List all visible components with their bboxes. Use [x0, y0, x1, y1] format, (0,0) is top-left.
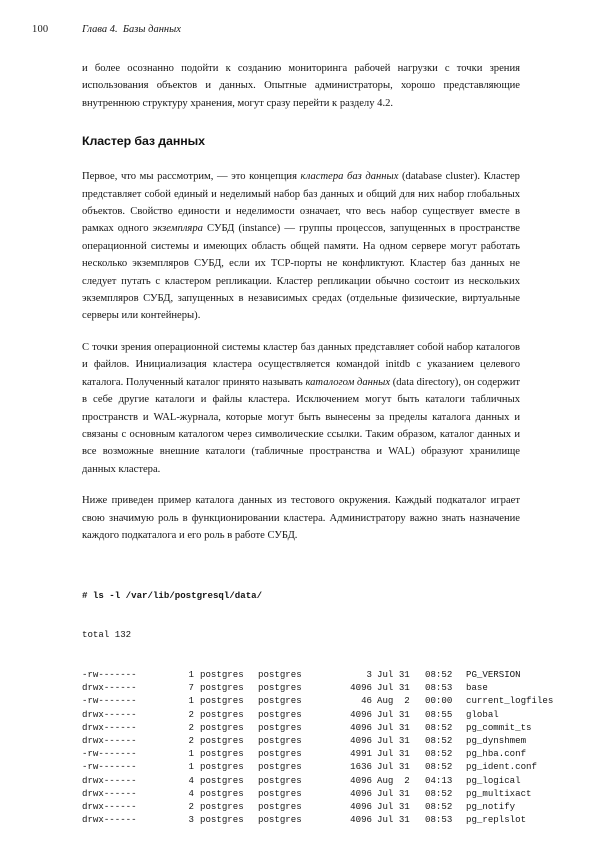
- listing-row: [82, 708, 520, 721]
- listing-group: postgres: [258, 734, 302, 746]
- listing-permissions: drwx------: [82, 734, 137, 746]
- listing-link-count: 3: [188, 814, 194, 826]
- listing-owner: postgres: [200, 801, 244, 812]
- listing-group: postgres: [258, 814, 302, 826]
- p1-part-c: СУБД (instance) — группы процессов, запущенных в пространстве операционной системы и имеющих область общей памяти. На одном сервере могут работать несколько экземпляров СУБД, если их TCP-порты не конфликтуют. Кластер баз данных не следует путать с кластером репликации. Кластер репликации обычно состоит из нескольких экземпляров СУБД, запущенных в независимых средах (отдельные физические, виртуальные серверы или контейнеры).: [82, 223, 521, 322]
- listing-group: postgres: [258, 801, 302, 812]
- listing-row: [82, 694, 554, 707]
- listing-date: Jul 31: [377, 801, 410, 812]
- listing-size: 46: [361, 695, 372, 707]
- listing-link-count: 1: [188, 695, 194, 707]
- listing-filename: pg_logical: [466, 774, 521, 786]
- listing-group: postgres: [258, 774, 302, 786]
- listing-size: 4096: [350, 787, 372, 799]
- listing-date: Jul 31: [377, 682, 410, 694]
- listing-size: 4096: [350, 708, 372, 720]
- listing-permissions: -rw-------: [82, 761, 137, 773]
- listing-owner: postgres: [200, 748, 244, 760]
- listing-link-count: 4: [188, 774, 194, 786]
- listing-date: Jul 31: [377, 734, 410, 746]
- listing-filename: PG_VERSION: [466, 668, 521, 680]
- listing-link-count: 1: [188, 748, 194, 760]
- listing-time: 08:52: [425, 748, 453, 760]
- listing-row: [82, 747, 527, 760]
- listing-owner: postgres: [200, 721, 244, 733]
- listing-group: postgres: [258, 748, 302, 760]
- listing-filename: pg_ident.conf: [466, 761, 537, 773]
- p1-emphasis-cluster: кластера баз данных: [300, 171, 399, 183]
- listing-time: 08:53: [425, 814, 453, 826]
- listing-row: [82, 813, 527, 826]
- listing-date: Jul 31: [377, 814, 410, 826]
- page-number: 100: [32, 24, 49, 35]
- listing-owner: postgres: [200, 774, 244, 786]
- listing-link-count: 2: [188, 801, 194, 812]
- p1-emphasis-instance: экземпляра: [152, 223, 203, 235]
- listing-owner: postgres: [200, 761, 244, 773]
- listing-size: 4096: [350, 814, 372, 826]
- listing-size: 4096: [350, 721, 372, 733]
- listing-owner: postgres: [200, 695, 244, 707]
- listing-link-count: 1: [188, 761, 194, 773]
- p2-part-a: С точки зрения операционной системы кластер баз данных представляет собой набор каталогов и файлов. Инициализация кластера осуществляется командой initdb с указанием целевого каталога. Полученный каталог принято называть: [82, 341, 520, 388]
- paragraph-cluster-definition: [82, 168, 520, 325]
- listing-link-count: 2: [188, 721, 194, 733]
- p2-emphasis-data-directory: каталогом данных: [305, 376, 391, 388]
- listing-group: postgres: [258, 787, 302, 799]
- listing-group: postgres: [258, 761, 302, 773]
- p1-part-b: (database cluster). Кластер представляет собой единый и неделимый набор баз данных и общий для них набор глобальных объектов. Свойство единости и неделимости означает, что весь набор существует вместе в рамках одного: [82, 171, 520, 235]
- listing-permissions: -rw-------: [82, 695, 137, 707]
- text-column: [82, 60, 554, 853]
- listing-group: postgres: [258, 695, 302, 707]
- listing-row: [82, 681, 520, 694]
- running-head: [0, 24, 600, 40]
- listing-total: total 132: [82, 629, 132, 641]
- listing-permissions: drwx------: [82, 801, 137, 812]
- listing-rows: [82, 668, 554, 826]
- listing-permissions: drwx------: [82, 708, 137, 720]
- listing-filename: pg_multixact: [466, 787, 532, 799]
- listing-date: Jul 31: [377, 787, 410, 799]
- listing-group: postgres: [258, 682, 302, 694]
- listing-time: 08:55: [425, 708, 453, 720]
- listing-time: 08:52: [425, 761, 453, 773]
- listing-date: Jul 31: [377, 708, 410, 720]
- listing-link-count: 2: [188, 734, 194, 746]
- listing-group: postgres: [258, 708, 302, 720]
- listing-filename: pg_dynshmem: [466, 734, 527, 746]
- listing-group: postgres: [258, 721, 302, 733]
- listing-permissions: drwx------: [82, 721, 137, 733]
- listing-permissions: -rw-------: [82, 748, 137, 760]
- listing-filename: pg_commit_ts: [466, 721, 532, 733]
- listing-time: 08:52: [425, 801, 453, 812]
- intro-paragraph: и более осознанно подойти к созданию мониторинга рабочей нагрузки с точки зрения использования объектов и данных. Опытные администраторы, хорошо представляющие внутреннюю структуру хранения, могут сразу перейти к разделу 4.2.: [82, 63, 520, 109]
- listing-size: 4096: [350, 774, 372, 786]
- paragraph-listing-intro: Ниже приведен пример каталога данных из тестового окружения. Каждый подкаталог играет свою значимую роль в функционировании кластера. Администратору важно знать назначение каждого подкаталога и его роль в работе СУБД.: [82, 495, 520, 541]
- listing-link-count: 1: [188, 668, 194, 680]
- listing-date: Jul 31: [377, 668, 410, 680]
- listing-link-count: 7: [188, 682, 194, 694]
- chapter-title: Глава 4. Базы данных: [82, 24, 181, 35]
- listing-size: 4991: [350, 748, 372, 760]
- p2-part-b: (data directory), он содержит в себе другие каталоги и файлы кластера. Исключением могут быть каталоги табличных пространств и WAL-журнала, которые могут быть вынесены за пределы каталога данных и связаны с основным каталогом через символические ссылки. Таким образом, каталог данных и все возможные внешние каталоги (табличные пространства и WAL) образуют хранилище данных кластера.: [82, 376, 520, 475]
- listing-size: 1636: [350, 761, 372, 773]
- listing-time: 04:13: [425, 774, 453, 786]
- listing-filename: global: [466, 708, 499, 720]
- listing-time: 08:52: [425, 668, 453, 680]
- listing-permissions: drwx------: [82, 787, 137, 799]
- listing-owner: postgres: [200, 787, 244, 799]
- listing-owner: postgres: [200, 708, 244, 720]
- listing-permissions: drwx------: [82, 774, 137, 786]
- listing-row: [82, 721, 532, 734]
- p1-part-a: Первое, что мы рассмотрим, — это концепция: [82, 171, 301, 183]
- listing-filename: current_logfiles: [466, 695, 554, 707]
- listing-owner: postgres: [200, 734, 244, 746]
- listing-time: 08:53: [425, 682, 453, 694]
- listing-group: postgres: [258, 668, 302, 680]
- listing-size: 4096: [350, 682, 372, 694]
- listing-row: [82, 760, 537, 773]
- listing-owner: postgres: [200, 682, 244, 694]
- listing-permissions: drwx------: [82, 814, 137, 826]
- listing-size: 3: [366, 668, 372, 680]
- listing-permissions: drwx------: [82, 682, 137, 694]
- listing-permissions: -rw-------: [82, 668, 137, 680]
- listing-link-count: 2: [188, 708, 194, 720]
- listing-owner: postgres: [200, 814, 244, 826]
- listing-time: 08:52: [425, 721, 453, 733]
- listing-date: Jul 31: [377, 748, 410, 760]
- listing-date: Aug 2: [377, 695, 410, 707]
- listing-time: 08:52: [425, 734, 453, 746]
- shell-command: # ls -l /var/lib/postgresql/data/: [82, 589, 263, 601]
- listing-date: Jul 31: [377, 761, 410, 773]
- listing-row: [82, 800, 520, 813]
- listing-filename: pg_notify: [466, 801, 516, 812]
- paragraph-data-directory: [82, 339, 520, 478]
- listing-row: [82, 787, 532, 800]
- listing-size: 4096: [350, 734, 372, 746]
- listing-date: Aug 2: [377, 774, 410, 786]
- listing-link-count: 4: [188, 787, 194, 799]
- listing-time: 00:00: [425, 695, 453, 707]
- listing-size: 4096: [350, 801, 372, 812]
- terminal-listing: [82, 562, 554, 852]
- listing-owner: postgres: [200, 668, 244, 680]
- listing-row: [82, 668, 520, 681]
- listing-row: [82, 774, 520, 787]
- listing-row: [82, 734, 527, 747]
- section-heading: Кластер баз данных: [82, 134, 205, 149]
- listing-filename: base: [466, 682, 488, 694]
- listing-time: 08:52: [425, 787, 453, 799]
- listing-date: Jul 31: [377, 721, 410, 733]
- listing-filename: pg_hba.conf: [466, 748, 527, 760]
- listing-filename: pg_replslot: [466, 814, 527, 826]
